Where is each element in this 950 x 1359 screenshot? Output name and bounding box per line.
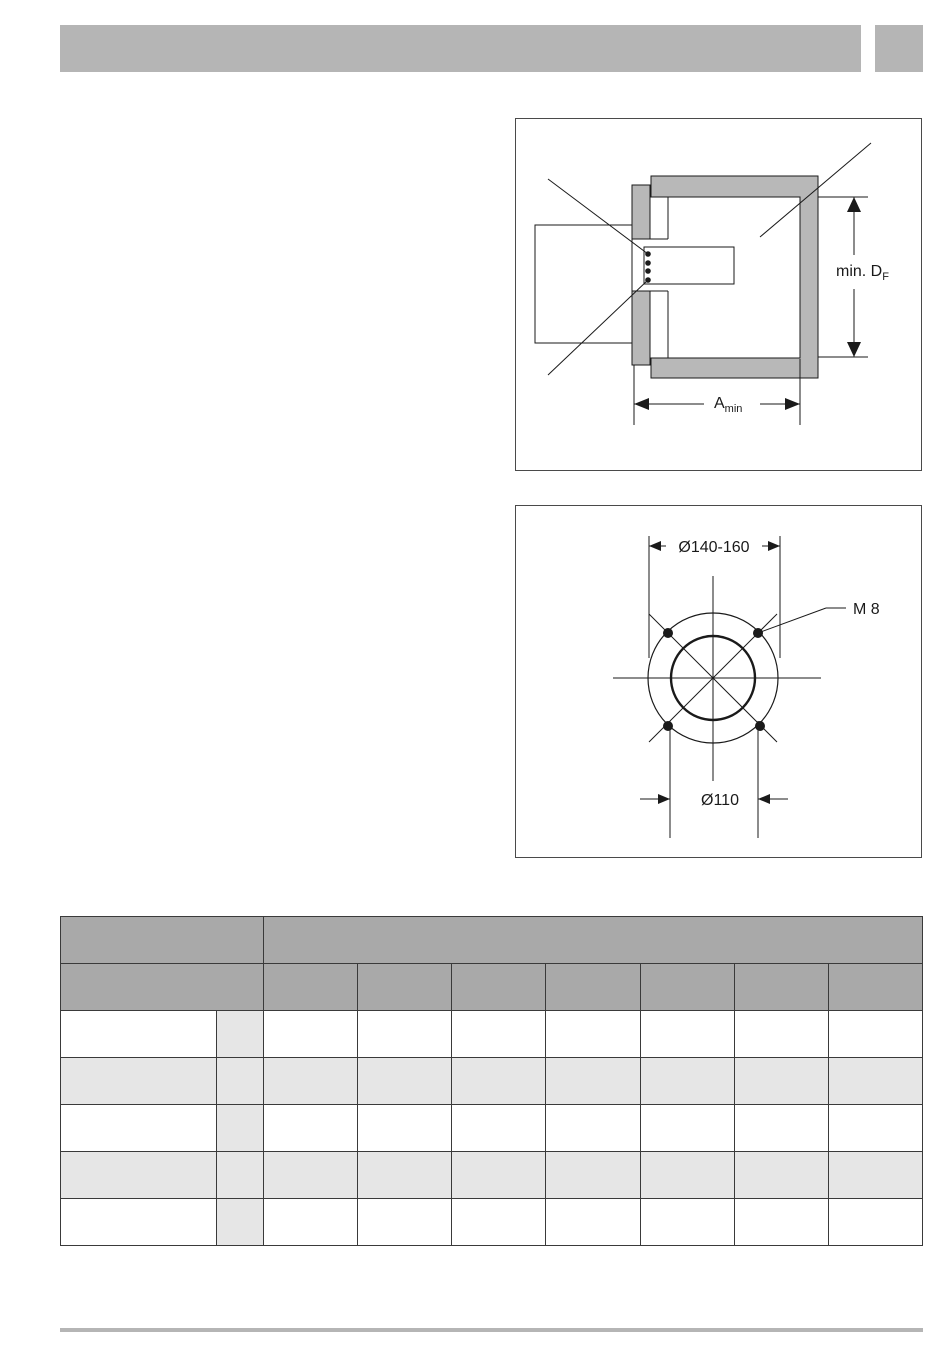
table-cell — [61, 1105, 217, 1152]
table-header-cell — [546, 964, 641, 1011]
min-df-label: min. $D_F$ — [836, 263, 889, 283]
burner-body — [535, 225, 632, 343]
burner-installation-drawing — [516, 119, 921, 470]
unit-cell — [217, 1105, 264, 1152]
table-row — [61, 1199, 923, 1246]
flange-bolt-pattern-drawing — [516, 506, 921, 857]
table-row — [61, 1105, 923, 1152]
outer-diameter-label: Ø140-160 — [678, 539, 750, 556]
unit-cell — [217, 1011, 264, 1058]
unit-cell — [217, 1152, 264, 1199]
page-header-tab — [875, 25, 923, 72]
inner-diameter-label: Ø110 — [701, 792, 739, 809]
table-header-cell — [264, 964, 358, 1011]
bolt-hole — [663, 628, 673, 638]
bolt-hole — [663, 721, 673, 731]
bolt-size-label: M 8 — [853, 601, 880, 618]
table-cell — [61, 1152, 217, 1199]
table-header-cell — [452, 964, 546, 1011]
table-header-cell — [264, 917, 923, 964]
table-header-cell — [61, 964, 264, 1011]
table-row — [61, 1152, 923, 1199]
table-cell — [61, 1058, 217, 1105]
table-header-cell — [829, 964, 923, 1011]
unit-cell — [217, 1199, 264, 1246]
table-header-cell — [61, 917, 264, 964]
table-header-row — [61, 917, 923, 964]
table-cell — [61, 1011, 217, 1058]
a-min-label: $A_{min}$ — [714, 395, 743, 415]
burner-tube — [644, 247, 734, 284]
footer-rule — [60, 1328, 923, 1332]
unit-cell — [217, 1058, 264, 1105]
table-row — [61, 1058, 923, 1105]
flange-bolt-pattern-figure — [515, 505, 922, 858]
table-cell — [61, 1199, 217, 1246]
table-row — [61, 1011, 923, 1058]
table-subheader-row — [61, 964, 923, 1011]
bolt-hole — [755, 721, 765, 731]
specification-table — [60, 916, 923, 1246]
table-header-cell — [641, 964, 735, 1011]
page-header-bar — [60, 25, 861, 72]
burner-installation-figure — [515, 118, 922, 471]
table-header-cell — [358, 964, 452, 1011]
table-header-cell — [735, 964, 829, 1011]
